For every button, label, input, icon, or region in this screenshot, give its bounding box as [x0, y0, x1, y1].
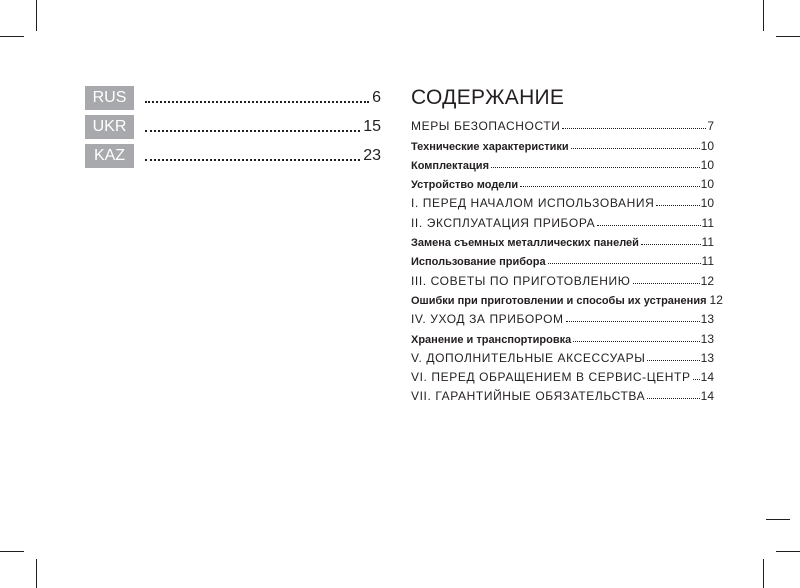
toc-entry-label: Ошибки при приготовлении и способы их устранения: [411, 294, 707, 307]
toc-entry[interactable]: [411, 249, 714, 268]
toc-entry-label: II. ЭКСПЛУАТАЦИЯ ПРИБОРА: [411, 215, 596, 230]
dot-leader: [548, 263, 701, 264]
language-row-kaz[interactable]: [85, 144, 381, 168]
toc-entry-page-number: 10: [700, 157, 714, 172]
table-of-contents: [411, 86, 723, 404]
dot-leader: [566, 321, 700, 322]
toc-list: [411, 114, 723, 404]
toc-entry-label: VI. ПЕРЕД ОБРАЩЕНИЕМ В СЕРВИС-ЦЕНТР: [411, 370, 691, 385]
dot-leader: [562, 128, 706, 129]
toc-entry[interactable]: [411, 288, 723, 307]
crop-mark-bottom-right: [763, 559, 764, 588]
toc-entry-page-number: 14: [700, 389, 714, 404]
crop-mark-top-right: [763, 0, 764, 31]
toc-entry-page-number: 10: [700, 196, 714, 211]
dot-leader: [633, 283, 700, 284]
toc-entry[interactable]: [411, 346, 714, 365]
dot-leader: [573, 341, 699, 342]
toc-entry[interactable]: [411, 307, 714, 326]
language-row-rus[interactable]: [85, 86, 381, 110]
language-index: [85, 86, 381, 173]
toc-entry-label: Замена съемных металлических панелей: [411, 237, 639, 250]
toc-entry-label: V. ДОПОЛНИТЕЛЬНЫЕ АКСЕССУАРЫ: [411, 350, 646, 365]
toc-entry-page-number: 10: [700, 138, 714, 153]
toc-entry[interactable]: [411, 153, 714, 172]
toc-entry-label: IV. УХОД ЗА ПРИБОРОМ: [411, 312, 564, 327]
toc-entry-label: VII. ГАРАНТИЙНЫЕ ОБЯЗАТЕЛЬСТВА: [411, 389, 646, 404]
dot-leader: [641, 244, 701, 245]
language-page-number: 15: [363, 118, 381, 135]
toc-entry[interactable]: [411, 326, 714, 345]
toc-entry-page-number: 11: [701, 254, 714, 269]
toc-entry-page-number: 7: [707, 119, 714, 134]
dot-leader: [145, 159, 360, 161]
toc-entry-page-number: 14: [700, 370, 714, 385]
dot-leader: [145, 130, 360, 132]
toc-entry-label: Технические характеристики: [411, 140, 569, 153]
toc-entry[interactable]: [411, 365, 714, 384]
toc-entry-label: III. СОВЕТЫ ПО ПРИГОТОВЛЕНИЮ: [411, 273, 631, 288]
toc-entry-page-number: 12: [709, 292, 723, 307]
crop-mark-bottom-left: [36, 559, 37, 588]
dot-leader: [520, 186, 699, 187]
dot-leader: [145, 101, 369, 103]
toc-entry[interactable]: [411, 191, 714, 210]
toc-entry[interactable]: [411, 384, 714, 403]
toc-entry[interactable]: [411, 230, 714, 249]
language-row-ukr[interactable]: [85, 115, 381, 139]
language-badge: UKR: [85, 115, 134, 139]
dot-leader: [647, 360, 699, 361]
toc-entry-page-number: 13: [700, 312, 714, 327]
toc-entry[interactable]: [411, 114, 714, 133]
crop-mark-top-left: [36, 0, 37, 31]
language-page-number: 6: [372, 89, 381, 106]
toc-entry[interactable]: [411, 133, 714, 152]
dot-leader: [571, 148, 700, 149]
toc-entry[interactable]: [411, 172, 714, 191]
toc-entry-page-number: 10: [700, 177, 714, 192]
toc-entry-label: Комплектация: [411, 159, 489, 172]
toc-title: СОДЕРЖАНИЕ: [411, 86, 565, 109]
dot-leader: [693, 379, 700, 380]
toc-entry[interactable]: [411, 210, 714, 229]
toc-entry-page-number: 11: [701, 235, 714, 250]
toc-entry[interactable]: [411, 268, 714, 287]
toc-entry-page-number: 12: [700, 273, 714, 288]
dot-leader: [597, 225, 700, 226]
language-page-number: 23: [363, 147, 381, 164]
toc-entry-label: Хранение и транспортировка: [411, 333, 572, 346]
crop-mark-top-right-h: [776, 36, 800, 37]
toc-entry-label: I. ПЕРЕД НАЧАЛОМ ИСПОЛЬЗОВАНИЯ: [411, 196, 655, 211]
language-badge: RUS: [85, 86, 134, 110]
dot-leader: [647, 398, 699, 399]
language-badge: KAZ: [85, 144, 134, 168]
toc-entry-label: МЕРЫ БЕЗОПАСНОСТИ: [411, 119, 561, 134]
crop-mark-right-mid: [766, 519, 790, 520]
toc-entry-label: Устройство модели: [411, 179, 519, 192]
crop-mark-bottom-left-h: [0, 551, 24, 552]
dot-leader: [491, 167, 700, 168]
toc-entry-page-number: 13: [700, 331, 714, 346]
toc-entry-page-number: 11: [701, 215, 714, 230]
crop-mark-top-left-h: [0, 36, 24, 37]
crop-mark-bottom-right-h: [776, 551, 800, 552]
toc-entry-label: Использование прибора: [411, 256, 546, 269]
toc-entry-page-number: 13: [700, 350, 714, 365]
dot-leader: [656, 205, 699, 206]
